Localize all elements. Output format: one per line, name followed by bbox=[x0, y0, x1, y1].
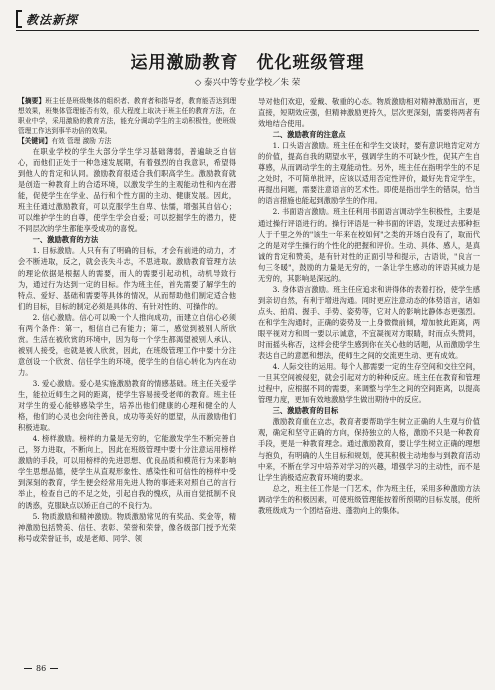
keywords-text: 有效 管理 激励 方法 bbox=[51, 137, 112, 145]
right-body bbox=[258, 96, 480, 516]
left-column bbox=[18, 96, 236, 544]
article-title: 运用激励教育 优化班级管理 bbox=[130, 53, 365, 73]
body-paragraph: 激励教育重在立志，教育者要帮助学生树立正确的人生观与价值观，确定和坚守正确的方向，保持独立的人格，激励不只是一种教育手段，更是一种教育理念。通过激励教育，要让学生树立正确的理想与抱负，有明确的人生目标和规划，使其积极主动地参与到教育活动中来，不断在学习中培养对学习的兴趣，增强学习的主动性，而不是让学生消极适应教育环境的要求。 bbox=[258, 417, 480, 482]
body-paragraph: 导对他们欢迎，爱戴、敬重的心态。物质激励相对精神激励而言，更直接，短期效应强，但精神激励更持久，层次更深刻，需要将两者有效地结合使用。 bbox=[258, 97, 480, 129]
keywords-label: 【关键词】 bbox=[18, 137, 52, 145]
header-rule bbox=[16, 30, 479, 31]
section-heading: 一、激励教育的方法 bbox=[32, 235, 99, 245]
section-header bbox=[16, 10, 78, 28]
body-paragraph: 4. 榜样激励。榜样的力量是无穷的，它能激发学生不断完善自己，努力进取，不断向上，因此在班级管理中要十分注意运用榜样激励的手段，可以用榜样的先进思想、优良品质和模范行为来影响学生思想品德，使学生从直观形象性、感染性和可信性的榜样中受到深刻的教育，学生便会经常用先进人物的事迹来对照自己的言行举止，检查自己的不足之处，引起自我的愧疚，从而自觉抵制不良的诱惑，克服缺点以矫正自己的不良行为。 bbox=[18, 434, 236, 510]
bracket-mark bbox=[16, 10, 22, 28]
right-column bbox=[258, 96, 480, 516]
abstract-label: 【摘要】 bbox=[18, 97, 46, 105]
keywords bbox=[18, 136, 236, 146]
article-author: ◇ 泰兴中等专业学校／朱 荣 bbox=[194, 78, 301, 88]
body-paragraph: 4. 人际交往的运用。每个人都需要一定的生存空间和交往空间，一旦其空间被侵犯，就会引起对方的种种反应。班主任在教育和管理过程中，应根据不同的需要，来调整与学生之间的空间距离，以提高管理力度，更加有效地激励学生做出期待中的反应。 bbox=[258, 362, 480, 405]
body-paragraph: 3. 身体语言激励。班主任应追求和讲得体的表着打扮，使学生感到亲切自然，有利于增进沟通。同时更应注意动态的体势语言，诸如点头、拍肩、握手、手势、姿势等，它对人的影响比静体态更强烈。在和学生沟通时，正确的姿势及一上身微微前倾，增加彼此距离，两眼平视对方和周一要以示诚意，不宜凝视对方眼睛，时而点头赞同，时而摇头称否，这样会使学生感到你在关心他的话题，从而激励学生表达自己的意愿和想法，使师生之间的交流更生动、更有成效。 bbox=[258, 284, 480, 361]
body-paragraph: 在职业学校的学生大部分学生学习基础薄弱，普遍缺乏自信心，而他们正处于一种急速发展期，有着强烈的自我意识，希望得到他人的肯定和认同。激励教育很适合我们职高学生。激励教育就是创造一种教育上的合适环境，以激发学生的主观能动性和内在潜能，促使学生在学业、品行和个性方面的主动、健康发展。因此，班主任通过激励教育，可以克服学生自卑、怯懦，增强其自信心；可以维护学生的自尊，使学生学会自爱；可以挖掘学生的潜力，使不同层次的学生都能享受成功的喜悦。 bbox=[18, 147, 236, 234]
page-number: 86 bbox=[36, 664, 47, 673]
body-paragraph: 5. 物质激励和精神激励。物质激励常见的有奖品、奖金等，精神激励包括赞美、信任、表彰、荣誉和荣誉，像各级部门授予光荣称号或荣誉证书，或是老师、同学、领 bbox=[18, 511, 236, 543]
footer-dash-left bbox=[24, 668, 32, 669]
page-footer bbox=[20, 664, 62, 673]
section-heading: 三、激励教育的目标 bbox=[272, 406, 339, 416]
footer-dash-right bbox=[50, 668, 58, 669]
body-paragraph: 3. 爱心激励。爱心是实施激励教育的情感基础。班主任关爱学生，能拉近师生之间的距离，使学生容易接受老师的教育。班主任对学生的爱心能够感染学生，培养出他们健康的心理和健全的人格，他们的心灵也会向往善良，成功等美好的愿望，从而激励他们积极进取。 bbox=[18, 378, 236, 433]
body-paragraph: 2. 信心激励。信心可以唤一个人推向成功，而建立自信心必须有两个条件：第一，相信自己有能力；第二，感觉到被别人所欣赏。生活在被欣赏的环境中，因为每一个学生都渴望被别人承认、被别人接受，也就是被人欣赏，因此，在班级管理工作中要十分注意创设一个欣赏、信任学生的环境，使学生的自信心转化为内在动力。 bbox=[18, 312, 236, 377]
abstract-text: 班主任是班级集体的组织者、教育者和指导者，教育能否达到理想效果，班集体管理能否有效，很大程度上取决于班主任的教育方法，在职业中学，采用激励的教育方法，能充分调动学生的主动积极性，使班级管理工作达到事半功倍的效果。 bbox=[18, 97, 237, 135]
body-paragraph: 总之，班主任工作是一门艺术，作为班主任，采用多种激励方法调动学生的积极因素，可使班级管理能按着所预期的目标发展，使所教班级成为一个团结奋进、蓬勃向上的集体。 bbox=[258, 483, 480, 515]
section-heading: 二、激励教育的注意点 bbox=[272, 130, 346, 140]
abstract bbox=[18, 96, 236, 136]
left-body bbox=[18, 146, 236, 544]
body-paragraph: 2. 书面语言激励。班主任利用书面语言调动学生积极性，主要是通过操行评语进行的。操行评语是一种书面的评语，发现过去那种拒人于千里之外的"该生一年来在校如何"之类的开场白没有了，取而代之的是对学生操行的个性化的把握和评价。生动、具体、感人，是真诚的肯定和赞美，是有针对性的正面引导和提示，古语说，"良言一句三冬暖"，鼓励的力量是无穷的，一条让学生感动的评语其威力是无穷的，其影响是深远的。 bbox=[258, 207, 480, 283]
section-label: 教法新探 bbox=[26, 12, 79, 27]
body-paragraph: 1. 目标激励。人只有有了明确的目标，才会有前进的动力，才会不断进取，反之，就会丧失斗志，不思进取。激励教育管理方法的理论依据是根据人的需要，而人的需要引起动机，动机导致行为，通过行为达到一定的目标。作为班主任，首先需要了解学生的特点、爱好、基础和需要等具体的情况，从而帮助他们制定适合他们的目标，目标的制定必须是具体的、有针对性的、可操作的。 bbox=[18, 246, 236, 311]
body-paragraph: 1. 口头语言激励。班主任在和学生交谈时，要有意识地肯定对方的价值，提高自我的期望水平，强调学生的不可缺少性，促其产生自尊感，从而调动学生的主观能动性。另外，班主任在指明学生的不足之处时，不可简单批评，应该以适用否定性评价，最好先肯定学生，再提出问题，需要注意语言的艺术性。即使是指出学生的错误，恰当的语言措施也能起到激励学生的作用。 bbox=[258, 141, 480, 206]
